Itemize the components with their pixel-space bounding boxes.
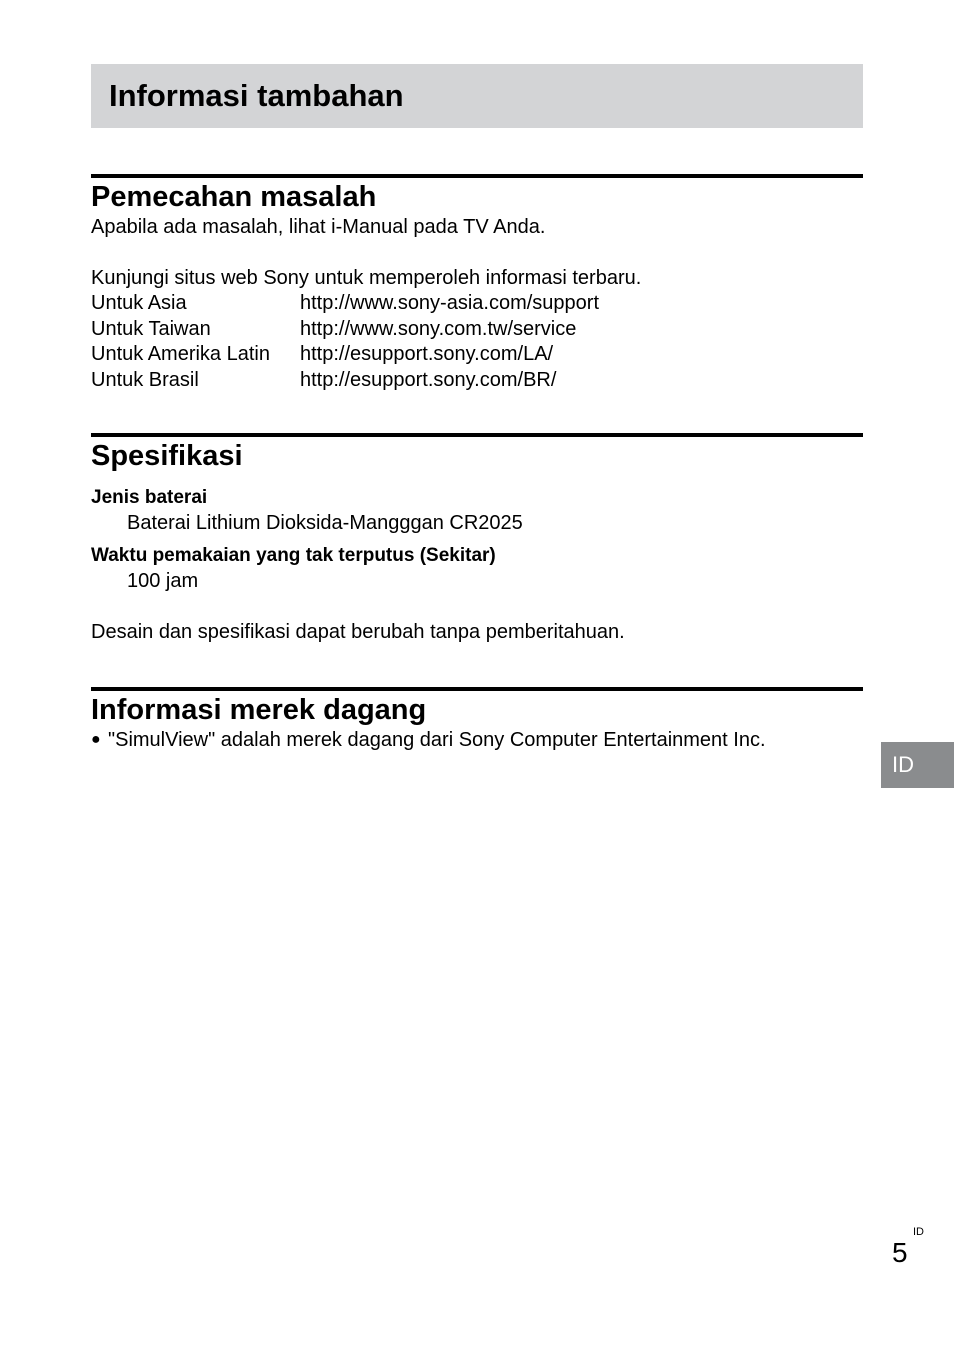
bullet-icon: ● <box>91 731 101 748</box>
spec-value: 100 jam <box>127 570 199 592</box>
spec-note: Desain dan spesifikasi dapat berubah tanpa pemberitahuan. <box>91 621 625 643</box>
region-label: Untuk Asia <box>91 292 187 314</box>
troubleshooting-intro: Apabila ada masalah, lihat i-Manual pada TV Anda. <box>91 216 546 238</box>
page-title: Informasi tambahan <box>109 78 404 113</box>
troubleshooting-visit: Kunjungi situs web Sony untuk memperoleh informasi terbaru. <box>91 267 642 289</box>
support-url[interactable]: http://esupport.sony.com/LA/ <box>300 343 554 365</box>
section-rule <box>91 174 863 178</box>
spec-label: Jenis baterai <box>91 487 208 508</box>
section-heading: Spesifikasi <box>91 440 243 472</box>
trademark-text: "SimulView" adalah merek dagang dari Sony Computer Entertainment Inc. <box>108 729 766 751</box>
troubleshooting-section <box>91 174 863 393</box>
language-tab: ID <box>881 742 954 788</box>
spec-value: Baterai Lithium Dioksida-Mangggan CR2025 <box>127 512 523 534</box>
section-rule <box>91 433 863 437</box>
page-number: 5 <box>892 1237 908 1268</box>
page-language-code: ID <box>913 1226 924 1238</box>
spacer <box>91 473 863 486</box>
region-label: Untuk Taiwan <box>91 317 211 340</box>
specifications-section <box>91 433 863 645</box>
support-link-row <box>91 368 691 394</box>
trademark-item <box>91 727 863 753</box>
trademark-section <box>91 687 863 753</box>
section-rule <box>91 687 863 691</box>
region-label: Untuk Brasil <box>91 368 199 391</box>
spacer <box>91 240 863 265</box>
spacer <box>91 594 863 619</box>
section-heading: Informasi merek dagang <box>91 694 427 726</box>
region-label: Untuk Amerika Latin <box>91 343 270 365</box>
spec-label: Waktu pemakaian yang tak terputus (Sekitar) <box>91 545 496 566</box>
support-url[interactable]: http://www.sony-asia.com/support <box>300 292 600 314</box>
section-heading: Pemecahan masalah <box>91 181 377 213</box>
support-link-row <box>91 317 691 343</box>
support-links-table <box>91 291 691 393</box>
page-header <box>91 64 863 128</box>
spacer <box>91 536 863 544</box>
support-link-row <box>91 342 691 368</box>
support-link-row <box>91 291 691 317</box>
support-url[interactable]: http://www.sony.com.tw/service <box>300 317 577 340</box>
support-url[interactable]: http://esupport.sony.com/BR/ <box>300 368 557 391</box>
